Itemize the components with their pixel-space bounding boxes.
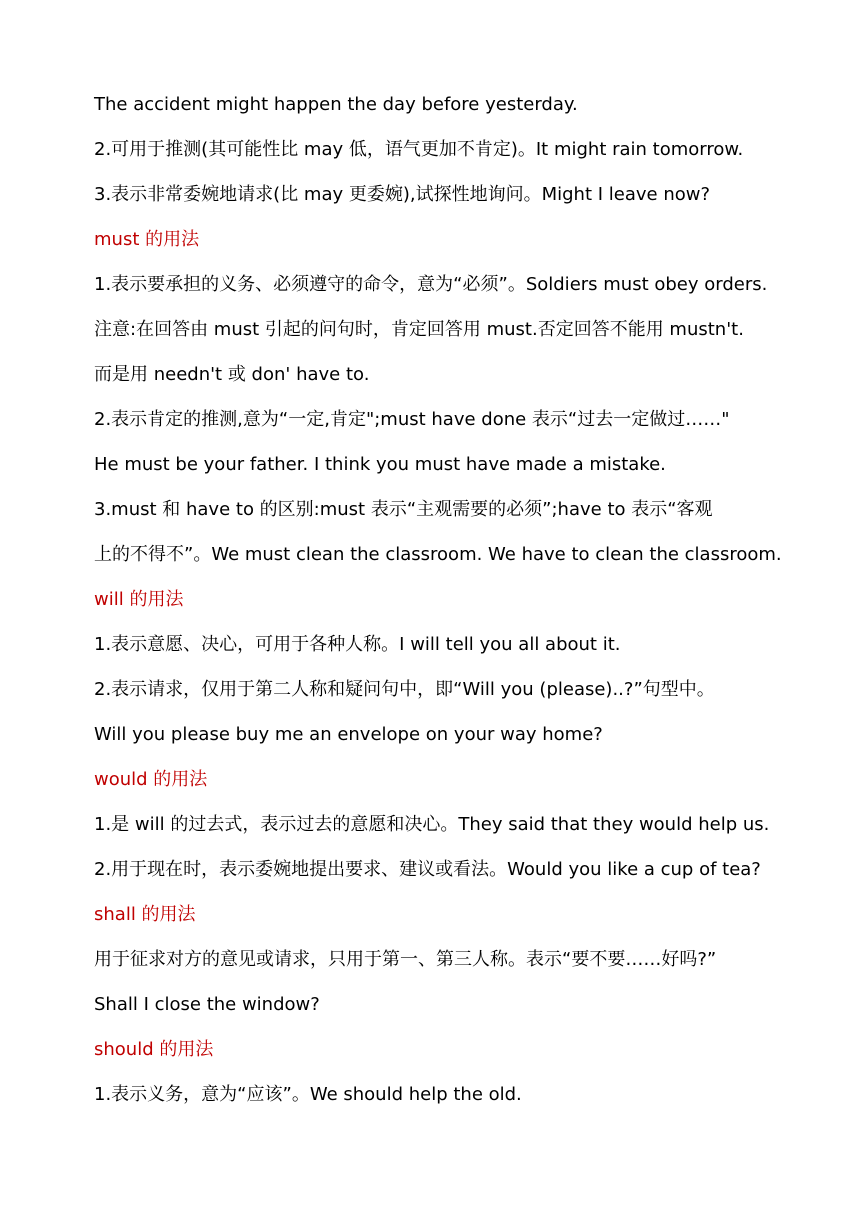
- text-line: 2.用于现在时，表示委婉地提出要求、建议或看法。Would you like a cup of tea?: [94, 859, 761, 880]
- text-line: 注意:在回答由 must 引起的问句时，肯定回答用 must.否定回答不能用 mustn't.: [94, 319, 744, 340]
- text-line: 上的不得不”。We must clean the classroom. We have to clean the classroom.: [94, 544, 782, 565]
- text-line: 1.表示意愿、决心，可用于各种人称。I will tell you all about it.: [94, 634, 621, 655]
- text-line: 2.表示请求，仅用于第二人称和疑问句中，即“Will you (please)..?”句型中。: [94, 679, 715, 700]
- text-line: Shall I close the window?: [94, 994, 320, 1015]
- text-line: 用于征求对方的意见或请求，只用于第一、第三人称。表示“要不要……好吗?”: [94, 949, 717, 970]
- text-line: 1.表示义务，意为“应该”。We should help the old.: [94, 1084, 522, 1105]
- section-heading-shall: shall 的用法: [94, 904, 196, 925]
- section-heading-should: should 的用法: [94, 1039, 214, 1060]
- text-line: Will you please buy me an envelope on your way home?: [94, 724, 603, 745]
- section-heading-will: will 的用法: [94, 589, 184, 610]
- text-line: 而是用 needn't 或 don' have to.: [94, 364, 370, 385]
- text-line: 2.可用于推测(其可能性比 may 低，语气更加不肯定)。It might rain tomorrow.: [94, 139, 744, 160]
- text-line: 1.表示要承担的义务、必须遵守的命令，意为“必须”。Soldiers must obey orders.: [94, 274, 768, 295]
- text-line: He must be your father. I think you must have made a mistake.: [94, 454, 666, 475]
- text-line: 1.是 will 的过去式，表示过去的意愿和决心。They said that they would help us.: [94, 814, 770, 835]
- section-heading-must: must 的用法: [94, 229, 200, 250]
- text-line: The accident might happen the day before yesterday.: [94, 94, 578, 115]
- text-line: 2.表示肯定的推测,意为“一定,肯定";must have done 表示“过去一定做过……": [94, 409, 730, 430]
- text-line: 3.must 和 have to 的区别:must 表示“主观需要的必须”;have to 表示“客观: [94, 499, 713, 520]
- text-line: 3.表示非常委婉地请求(比 may 更委婉),试探性地询问。Might I leave now?: [94, 184, 711, 205]
- section-heading-would: would 的用法: [94, 769, 208, 790]
